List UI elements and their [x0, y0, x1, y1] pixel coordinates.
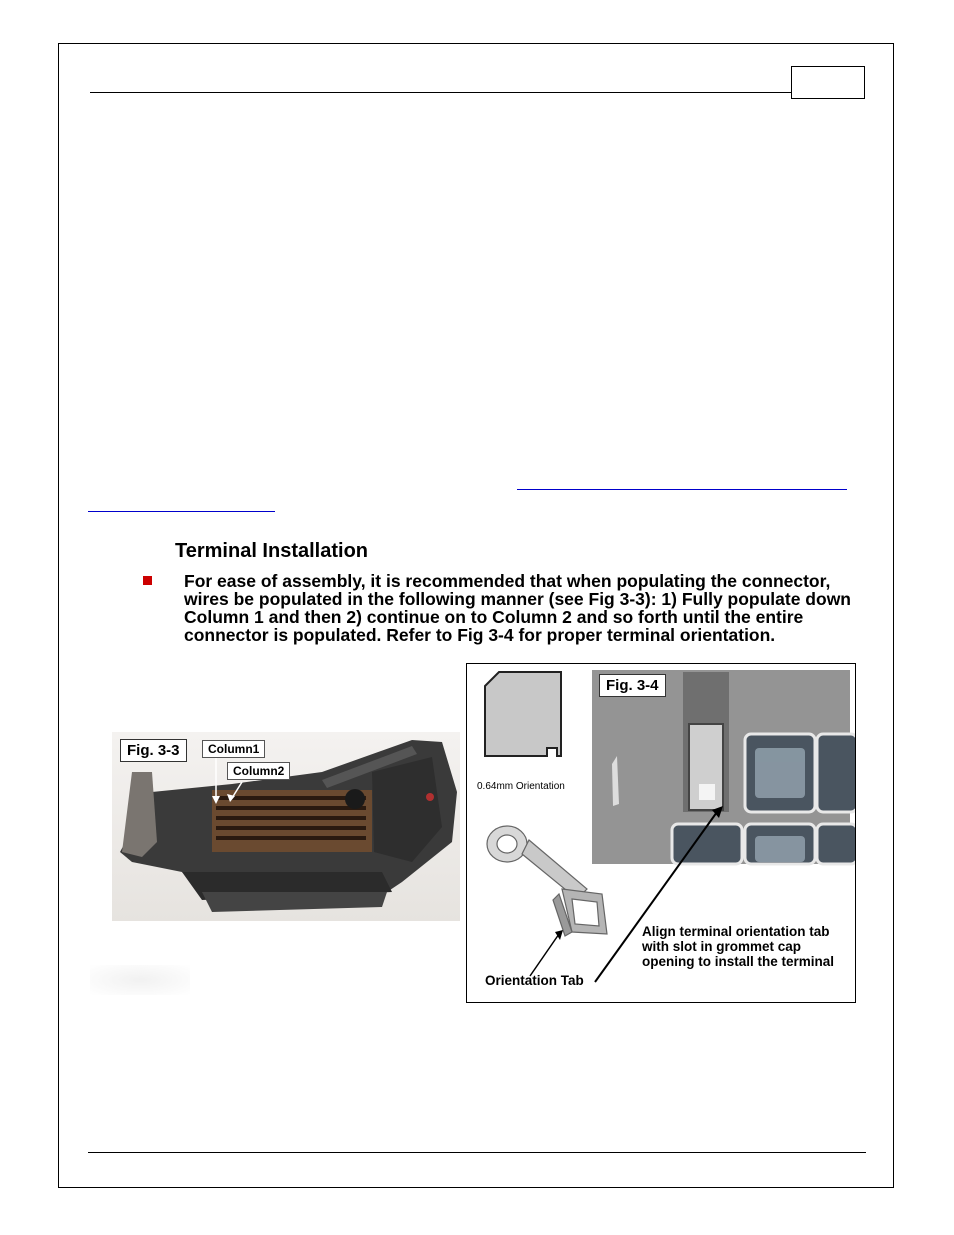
footer-rule — [88, 1152, 866, 1153]
scan-smudge — [90, 965, 190, 995]
column1-label: Column1 — [202, 740, 265, 758]
orientation-dimension-label: 0.64mm Orientation — [477, 781, 565, 792]
header-rule — [90, 92, 792, 93]
orientation-tab-label: Orientation Tab — [485, 973, 584, 988]
figure-3-3 — [112, 732, 460, 921]
hyperlink-underline-continued[interactable] — [88, 511, 275, 512]
fig34-label: Fig. 3-4 — [599, 674, 666, 697]
section-title: Terminal Installation — [175, 540, 368, 562]
page-number-box — [791, 66, 865, 99]
column-arrows — [112, 732, 460, 921]
fig33-label: Fig. 3-3 — [120, 739, 187, 762]
align-instruction: Align terminal orientation tab with slot in grommet cap opening to install the terminal — [642, 924, 835, 969]
hyperlink-underline[interactable] — [517, 489, 847, 490]
bullet-square-icon — [143, 576, 152, 585]
column2-label: Column2 — [227, 762, 290, 780]
figure-3-4 — [466, 663, 856, 1003]
bullet-paragraph: For ease of assembly, it is recommended that when populating the connector, wires be populated in the following manner (see Fig 3-3): 1) Fully populate down Column 1 and then 2) continue on to Column 2 and so forth until the entire connector is populated. Refer to Fig 3-4 for proper terminal orientation. — [184, 571, 851, 645]
